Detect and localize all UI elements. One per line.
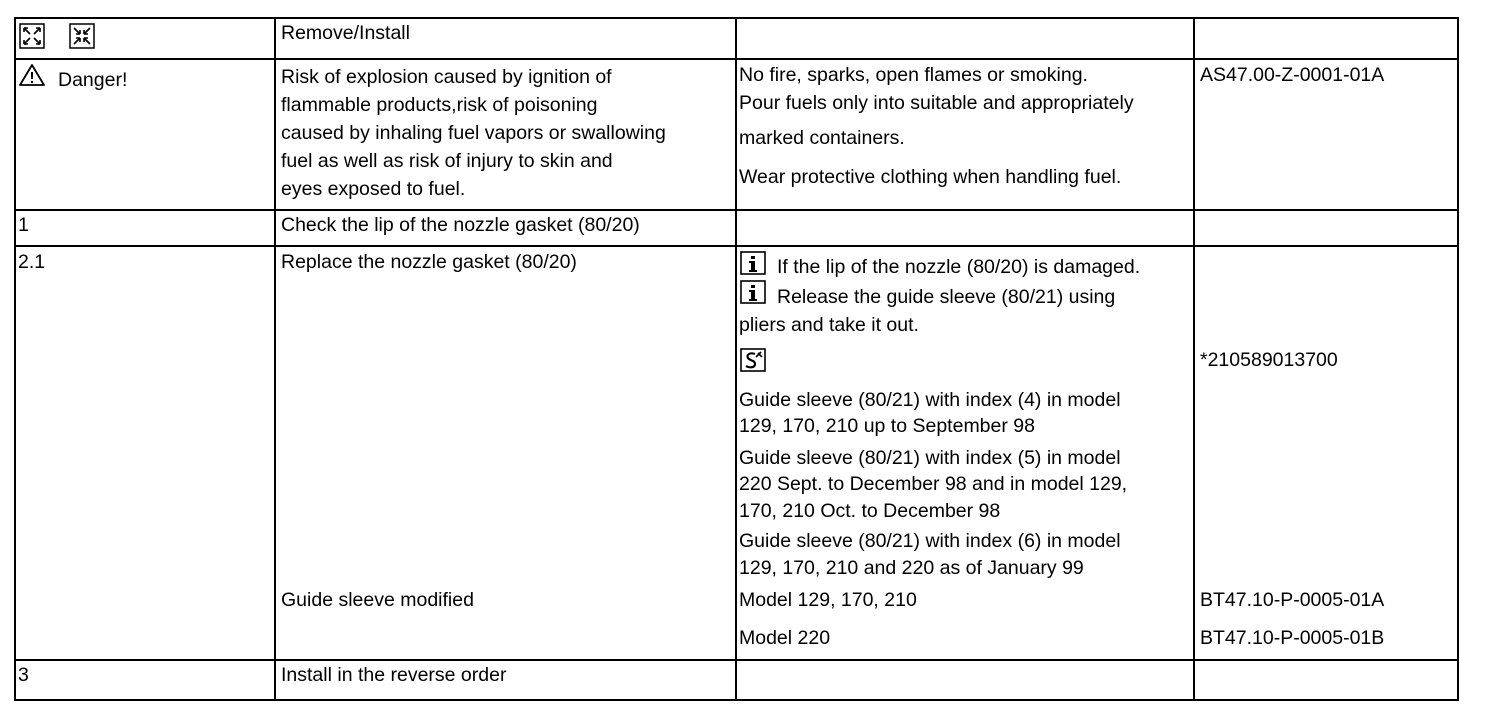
header-remove-install: Remove/Install <box>281 22 410 44</box>
measure-line: No fire, sparks, open flames or smoking. <box>739 64 1088 86</box>
model-text: Model 129, 170, 210 <box>739 589 917 611</box>
info-icon <box>740 280 766 304</box>
model-reference: BT47.10-P-0005-01B <box>1200 627 1385 649</box>
info-text: If the lip of the nozzle (80/20) is damaged. <box>777 256 1141 278</box>
risk-line: caused by inhaling fuel vapors or swallowing <box>281 122 666 144</box>
column-divider <box>274 17 276 701</box>
procedure-table <box>14 17 1459 701</box>
risk-line: flammable products,risk of poisoning <box>281 94 598 116</box>
info-icon <box>740 251 766 275</box>
measure-line: marked containers. <box>739 127 905 149</box>
model-text: Model 220 <box>739 627 831 649</box>
sleeve-index-text: 129, 170, 210 and 220 as of January 99 <box>739 557 1084 579</box>
risk-line: fuel as well as risk of injury to skin and <box>281 150 613 172</box>
model-reference: BT47.10-P-0005-01A <box>1200 589 1385 611</box>
step-text: Replace the nozzle gasket (80/20) <box>281 251 577 273</box>
danger-reference: AS47.00-Z-0001-01A <box>1200 64 1385 86</box>
step-number: 1 <box>18 214 29 236</box>
install-icon <box>69 23 95 49</box>
risk-line: Risk of explosion caused by ignition of <box>281 66 612 88</box>
column-divider <box>735 17 737 701</box>
info-text: pliers and take it out. <box>739 314 919 336</box>
sleeve-index-text: Guide sleeve (80/21) with index (6) in model <box>739 530 1121 552</box>
sleeve-index-text: 220 Sept. to December 98 and in model 129, <box>739 473 1128 495</box>
sleeve-index-text: 129, 170, 210 up to September 98 <box>739 415 1035 437</box>
sleeve-index-text: Guide sleeve (80/21) with index (4) in model <box>739 389 1121 411</box>
step-number: 2.1 <box>18 251 46 273</box>
measure-line: Pour fuels only into suitable and appropriately <box>739 92 1134 114</box>
column-divider <box>1193 17 1195 701</box>
warning-icon <box>18 63 46 87</box>
measure-line: Wear protective clothing when handling fuel. <box>739 166 1122 188</box>
step-text: Install in the reverse order <box>281 664 507 686</box>
danger-label: Danger! <box>58 69 128 91</box>
sleeve-index-text: 170, 210 Oct. to December 98 <box>739 500 1001 522</box>
remove-icon <box>19 23 45 49</box>
guide-sleeve-modified: Guide sleeve modified <box>281 589 474 611</box>
tool-icon <box>740 348 766 372</box>
info-text: Release the guide sleeve (80/21) using <box>777 286 1116 308</box>
table-border-left <box>14 17 16 701</box>
part-number: *210589013700 <box>1200 349 1338 371</box>
table-border-right <box>1457 17 1459 701</box>
step-number: 3 <box>18 664 29 686</box>
risk-line: eyes exposed to fuel. <box>281 178 466 200</box>
step-text: Check the lip of the nozzle gasket (80/20) <box>281 214 640 236</box>
sleeve-index-text: Guide sleeve (80/21) with index (5) in model <box>739 447 1121 469</box>
